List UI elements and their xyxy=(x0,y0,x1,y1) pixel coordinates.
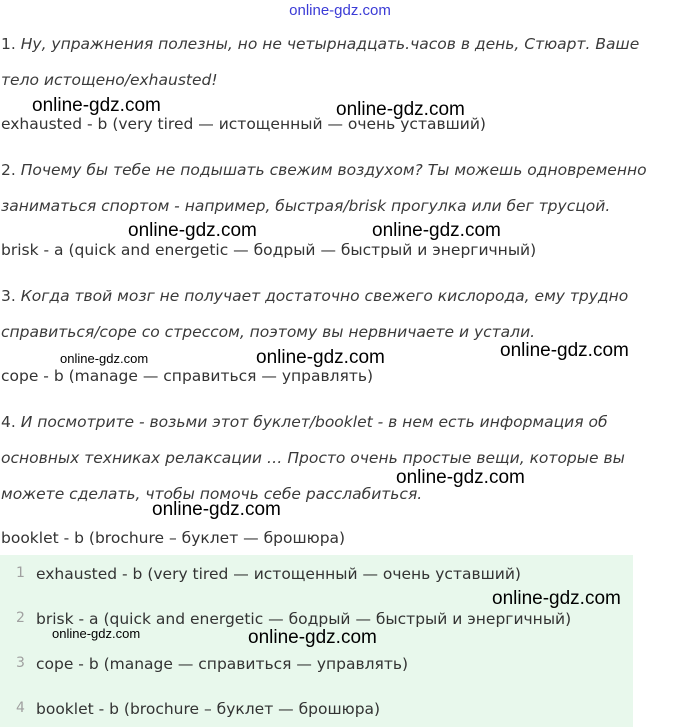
watermark: online-gdz.com xyxy=(60,351,149,366)
watermark: online-gdz.com xyxy=(128,220,257,241)
answer-key-number: 4 xyxy=(16,700,25,716)
exercise-4-sentence: И посмотрите - возьми этот буклет/booklet - в нем есть информация об основных техниках релаксации … Просто очень простые вещи, которые вы можете сделать, чтобы помочь себе расслабиться. xyxy=(1,413,625,503)
exercise-2-answer: brisk - a (quick and energetic — бодрый — быстрый и энергичный) xyxy=(1,241,537,259)
watermark: online-gdz.com xyxy=(248,627,377,648)
exercise-4-number: 4. xyxy=(1,413,16,431)
answer-key-number: 3 xyxy=(16,655,25,671)
answer-key-number: 2 xyxy=(16,610,25,626)
exercise-1-number: 1. xyxy=(1,35,16,53)
exercise-2-number: 2. xyxy=(1,161,16,179)
exercise-4-answer: booklet - b (brochure – буклет — брошюра) xyxy=(1,529,346,547)
exercise-1-sentence: Ну, упражнения полезны, но не четырнадцать.часов в день, Стюарт. Ваше тело истощено/exhausted! xyxy=(1,35,640,89)
watermark: online-gdz.com xyxy=(500,340,629,361)
watermark: online-gdz.com xyxy=(336,99,465,120)
watermark: online-gdz.com xyxy=(492,588,621,609)
exercise-2-text xyxy=(1,152,671,224)
watermark: online-gdz.com xyxy=(152,499,281,520)
watermark: online-gdz.com xyxy=(396,467,525,488)
watermark: online-gdz.com xyxy=(372,220,501,241)
exercise-4-text xyxy=(1,404,671,512)
answer-key-text: brisk - a (quick and energetic — бодрый — быстрый и энергичный) xyxy=(36,610,572,628)
exercise-1-text xyxy=(1,26,671,98)
exercise-3-sentence: Когда твой мозг не получает достаточно свежего кислорода, ему трудно справиться/cope со стрессом, поэтому вы нервничаете и устали. xyxy=(1,287,629,341)
exercise-3-answer: cope - b (manage — справиться — управлять) xyxy=(1,367,374,385)
answer-key-text: cope - b (manage — справиться — управлять) xyxy=(36,655,409,673)
answer-key-number: 1 xyxy=(16,565,25,581)
watermark: online-gdz.com xyxy=(32,95,161,116)
exercise-1-answer: exhausted - b (very tired — истощенный — очень уставший) xyxy=(1,115,486,133)
answer-key-text: booklet - b (brochure – буклет — брошюра) xyxy=(36,700,381,718)
exercise-3-number: 3. xyxy=(1,287,16,305)
watermark: online-gdz.com xyxy=(52,626,141,641)
answer-key-text: exhausted - b (very tired — истощенный — очень уставший) xyxy=(36,565,521,583)
exercise-2-sentence: Почему бы тебе не подышать свежим воздухом? Ты можешь одновременно заниматься спортом - например, быстрая/brisk прогулка или бег трусцой. xyxy=(1,161,647,215)
header-watermark: online-gdz.com xyxy=(289,2,391,19)
watermark: online-gdz.com xyxy=(256,347,385,368)
